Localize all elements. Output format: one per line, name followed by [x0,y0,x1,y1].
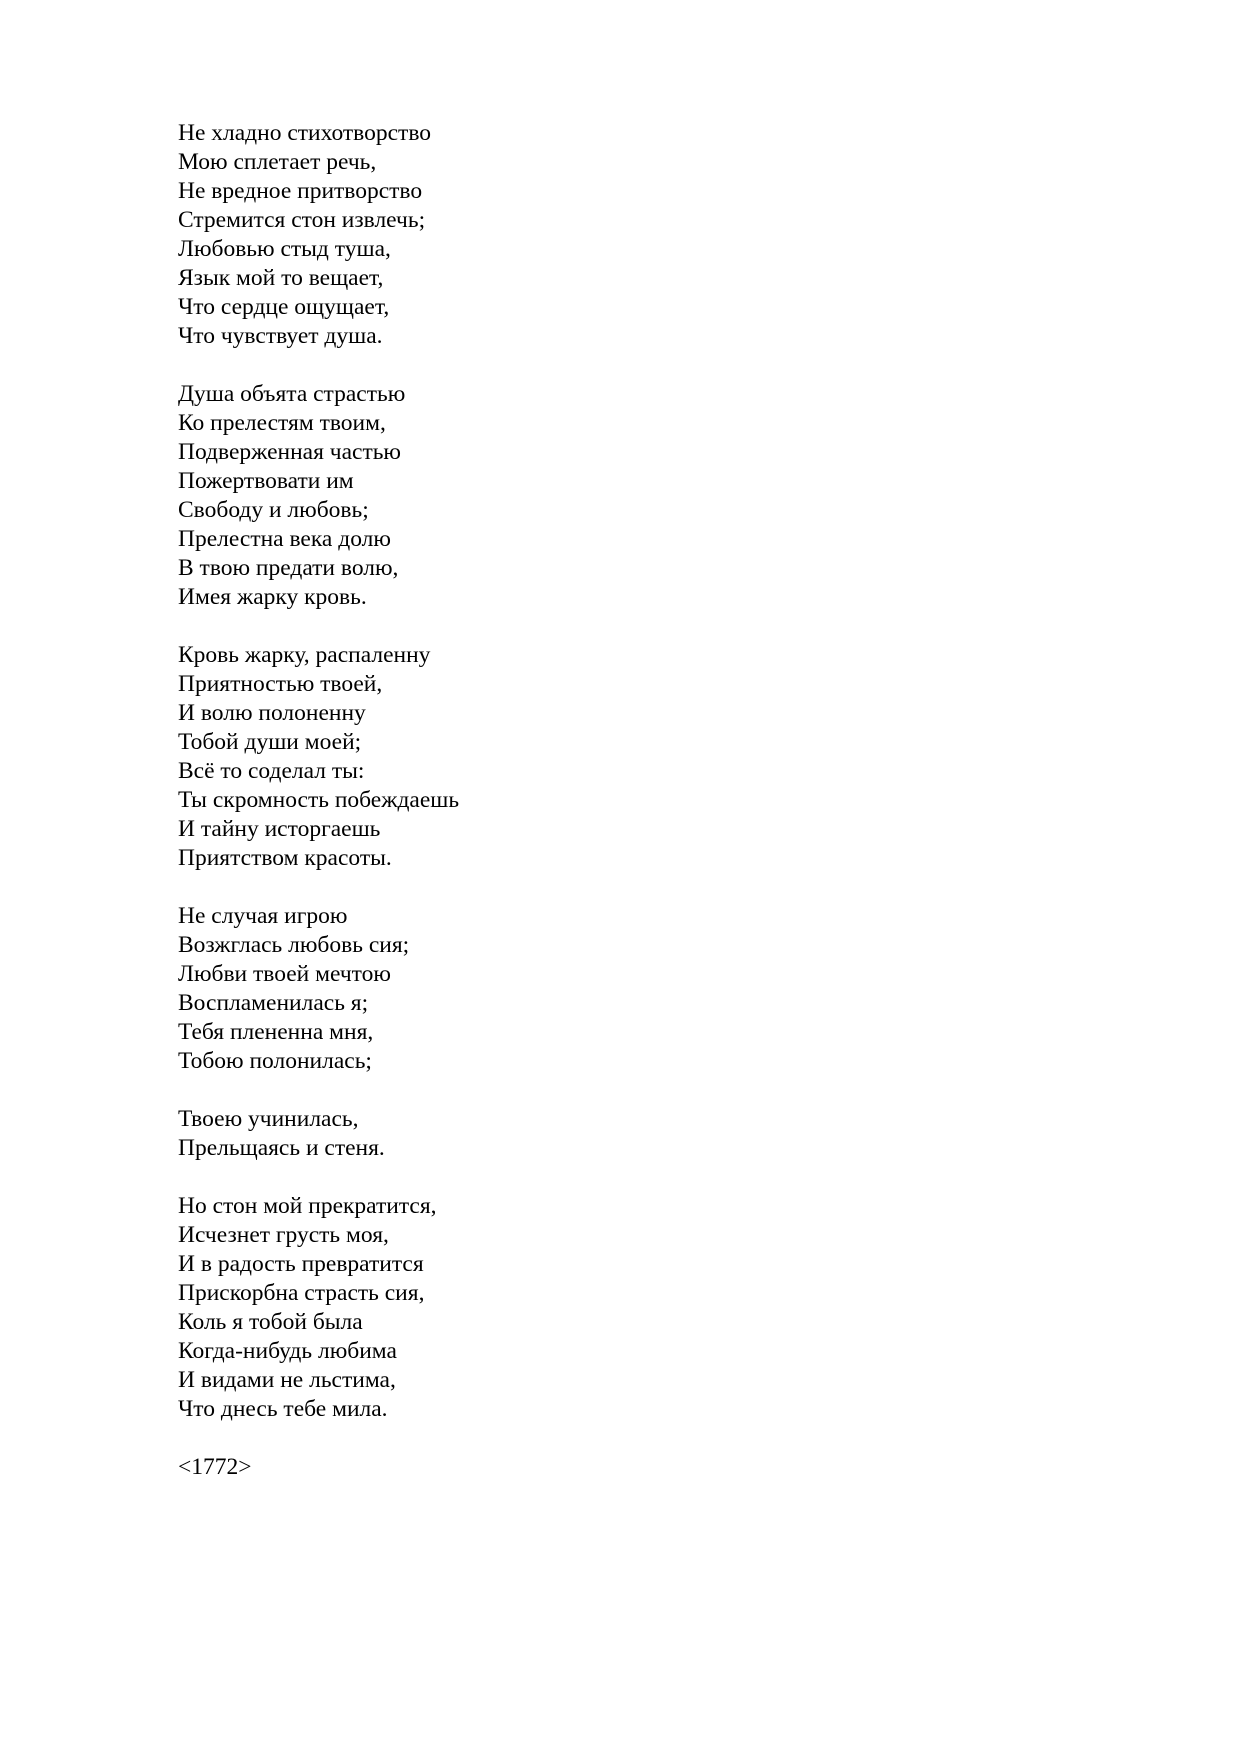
poem-line: И видами не льстима, [178,1367,396,1393]
poem-line: Прискорбна страсть сия, [178,1280,425,1306]
stanza-4 [178,902,878,1076]
poem-line: Но стон мой прекратится, [178,1193,437,1219]
poem-line: Что чувствует душа. [178,323,383,349]
poem-line: Приятностью твоей, [178,671,383,697]
poem-line: Прельщаясь и стеня. [178,1135,385,1161]
poem-line: Стремится стон извлечь; [178,207,426,233]
poem-date: <1772> [178,1454,252,1480]
stanza-3 [178,641,878,873]
stanza-1 [178,119,878,351]
poem-line: Любви твоей мечтою [178,961,391,987]
poem-line: И в радость превратится [178,1251,424,1277]
poem-line: Душа объята страстью [178,381,406,407]
poem-line: Что сердце ощущает, [178,294,390,320]
poem-line: Коль я тобой была [178,1309,363,1335]
poem-line: Приятством красоты. [178,845,392,871]
poem-line: Тобой души моей; [178,729,362,755]
poem-line: В твою предати волю, [178,555,399,581]
poem-line: Возжглась любовь сия; [178,932,410,958]
poem-line: Тебя плененна мня, [178,1019,374,1045]
poem-line: Что днесь тебе мила. [178,1396,388,1422]
poem-line: Не вредное притворство [178,178,423,204]
poem-line: Имея жарку кровь. [178,584,367,610]
poem-line: Прелестна века долю [178,526,391,552]
poem-line: Язык мой то вещает, [178,265,384,291]
poem-line: Мою сплетает речь, [178,149,377,175]
poem-body [178,119,878,1482]
poem-line: Ко прелестям твоим, [178,410,386,436]
poem-line: Свободу и любовь; [178,497,369,523]
poem-line: Ты скромность побеждаешь [178,787,460,813]
stanza-5 [178,1105,878,1163]
poem-line: Всё то соделал ты: [178,758,365,784]
poem-line: Исчезнет грусть моя, [178,1222,389,1248]
poem-line: Когда-нибудь любима [178,1338,397,1364]
stanza-6 [178,1192,878,1424]
poem-line: Подверженная частью [178,439,401,465]
poem-line: И тайну исторгаешь [178,816,381,842]
poem-line: Не хладно стихотворство [178,120,432,146]
poem-line: Твоею учинилась, [178,1106,359,1132]
stanza-2 [178,380,878,612]
poem-line: Не случая игрою [178,903,348,929]
poem-line: Воспламенилась я; [178,990,369,1016]
poem-line: Кровь жарку, распаленну [178,642,431,668]
poem-line: Пожертвовати им [178,468,354,494]
poem-line: Тобою полонилась; [178,1048,372,1074]
poem-line: И волю полоненну [178,700,366,726]
poem-line: Любовью стыд туша, [178,236,391,262]
